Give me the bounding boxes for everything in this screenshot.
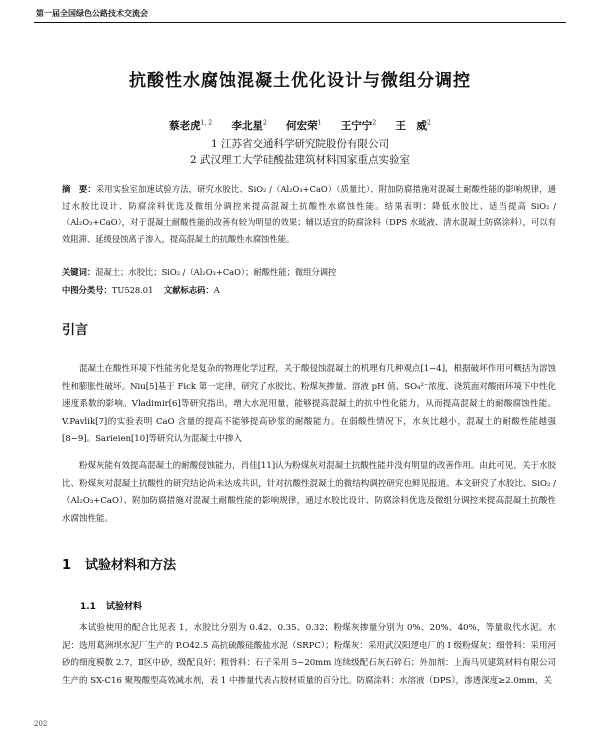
section-title: 试验材料和方法 (85, 558, 177, 573)
classification (62, 284, 556, 296)
abstract-label: 摘 要： (62, 184, 96, 194)
keywords (62, 266, 556, 278)
section-heading-1 (62, 554, 176, 573)
section-number: 1 (62, 558, 72, 573)
clc-value: TU528.01 (111, 285, 154, 295)
page-number: 202 (34, 720, 48, 728)
author: 蔡老虎$^{1, 2}$ (169, 119, 213, 132)
paragraph: 混凝土在酸性环境下性能劣化是复杂的物理化学过程，关于酸侵蚀混凝土的机理有几种观点[1−4]，根据破坏作用可概括为溶蚀性和膨胀性破坏。Niu[5]基于 Fick 第一定律，研究了水胶比、粉煤灰掺量、溶液 pH 值、SO₄²⁻浓度、浇筑面对酸雨环境下中性化速度系数的影响。Vladimir[6]等研究指出，增大水泥用量，能够提高混凝土的抗中性化能力，从而提高混凝土的耐酸腐蚀性能。V.Pavlik[7]的实验表明 CaO 含量的提高不能够提高砂浆的耐酸能力。在弱酸性情况下，水灰比越小，混凝土的耐酸性能越强[8−9]。Sarieien[10]等研究认为混凝土中掺入 (62, 364, 556, 444)
abstract-text: 采用实验室加速试验方法，研究水胶比、SiO₂ /（Al₂O₃+CaO）（质量比）、附加防腐措施对混凝土耐酸性能的影响规律，通过水胶比设计、防腐涂料优选及微组分调控来提高混凝土抗酸性水腐蚀性能。结果表明：降低水胶比、适当提高 SiO₂ /（Al₂O₃+CaO），对于混凝土耐酸性能的改善有较为明显的效果；辅以适宜的防腐涂料（DPS 水玻液、清水混凝土防腐涂料），可以有效阻滞、延缓侵蚀离子渗入，提高混凝土的抗酸性水腐蚀性能。 (62, 184, 556, 244)
abstract (62, 181, 556, 247)
subsection-title: 试验材料 (105, 602, 142, 612)
author: 李北星$^2$ (231, 119, 267, 132)
affiliation: 1 江苏省交通科学研究院股份有限公司 (210, 138, 390, 150)
paragraph: 本试验使用的配合比见表 1，水胶比分别为 0.42、0.35、0.32；粉煤灰掺量分别为 0%、20%、40%，等量取代水泥。水泥：选用葛洲坝水泥厂生产的 P.O42.5 高抗硫酸硅酸盐水泥（SRPC）；粉煤灰：采用武汉阳逻电厂的 I 级粉煤灰；细骨料：采用河砂的细度模数 2.7，Ⅱ区中砂，级配良好；粗骨料：石子采用 5~20mm 连续级配石灰石碎石；外加剂：上海马贝建筑材料有限公司生产的 SX-C16 聚羧酸型高效减水剂，表 1 中掺量代表占胶材质量的百分比。防腐涂料：水溶液（DPS），渗透深度≥2.0mm，关 (62, 623, 556, 686)
author: 何宏荣$^1$ (286, 119, 322, 132)
paragraph: 粉煤灰能有效提高混凝土的耐酸侵蚀能力，肖佳[11]认为粉煤灰对混凝土抗酸性能并没有明显的改善作用。由此可见，关于水胶比、粉煤灰对混凝土抗酸性的研究结论尚未达成共识，针对抗酸性混凝土的微结构调控研究也鲜见报道。本文研究了水胶比、SiO₂ /（Al₂O₃+CaO）、附加防腐措施对混凝土耐酸性能的影响规律，通过水胶比设计、防腐涂料优选及微组分调控来提高混凝土抗酸性水腐蚀性能。 (62, 461, 556, 524)
doc-code-label: 文献标志码： (163, 285, 214, 295)
clc-label: 中图分类号： (62, 285, 112, 295)
paper-title: 抗酸性水腐蚀混凝土优化设计与微组分调控 (129, 71, 471, 91)
running-head: 第一届全国绿色公路技术交流会 (36, 9, 148, 18)
header-rule (34, 22, 566, 23)
affiliation: 2 武汉理工大学硅酸盐建筑材料国家重点实验室 (189, 154, 411, 166)
subsection-number: 1.1 (80, 602, 96, 612)
section-heading-intro: 引言 (62, 323, 89, 338)
keywords-text: 混凝土；水胶比；SiO₂ /（Al₂O₃+CaO）；耐酸性能；微组分调控 (95, 267, 337, 277)
author-list (0, 118, 600, 133)
subsection-heading-1-1 (80, 599, 142, 612)
keywords-label: 关键词： (62, 267, 96, 277)
doc-code-value: A (213, 285, 220, 295)
author: 王宁宁$^2$ (340, 119, 377, 132)
author: 王 威$^2$ (395, 119, 431, 132)
